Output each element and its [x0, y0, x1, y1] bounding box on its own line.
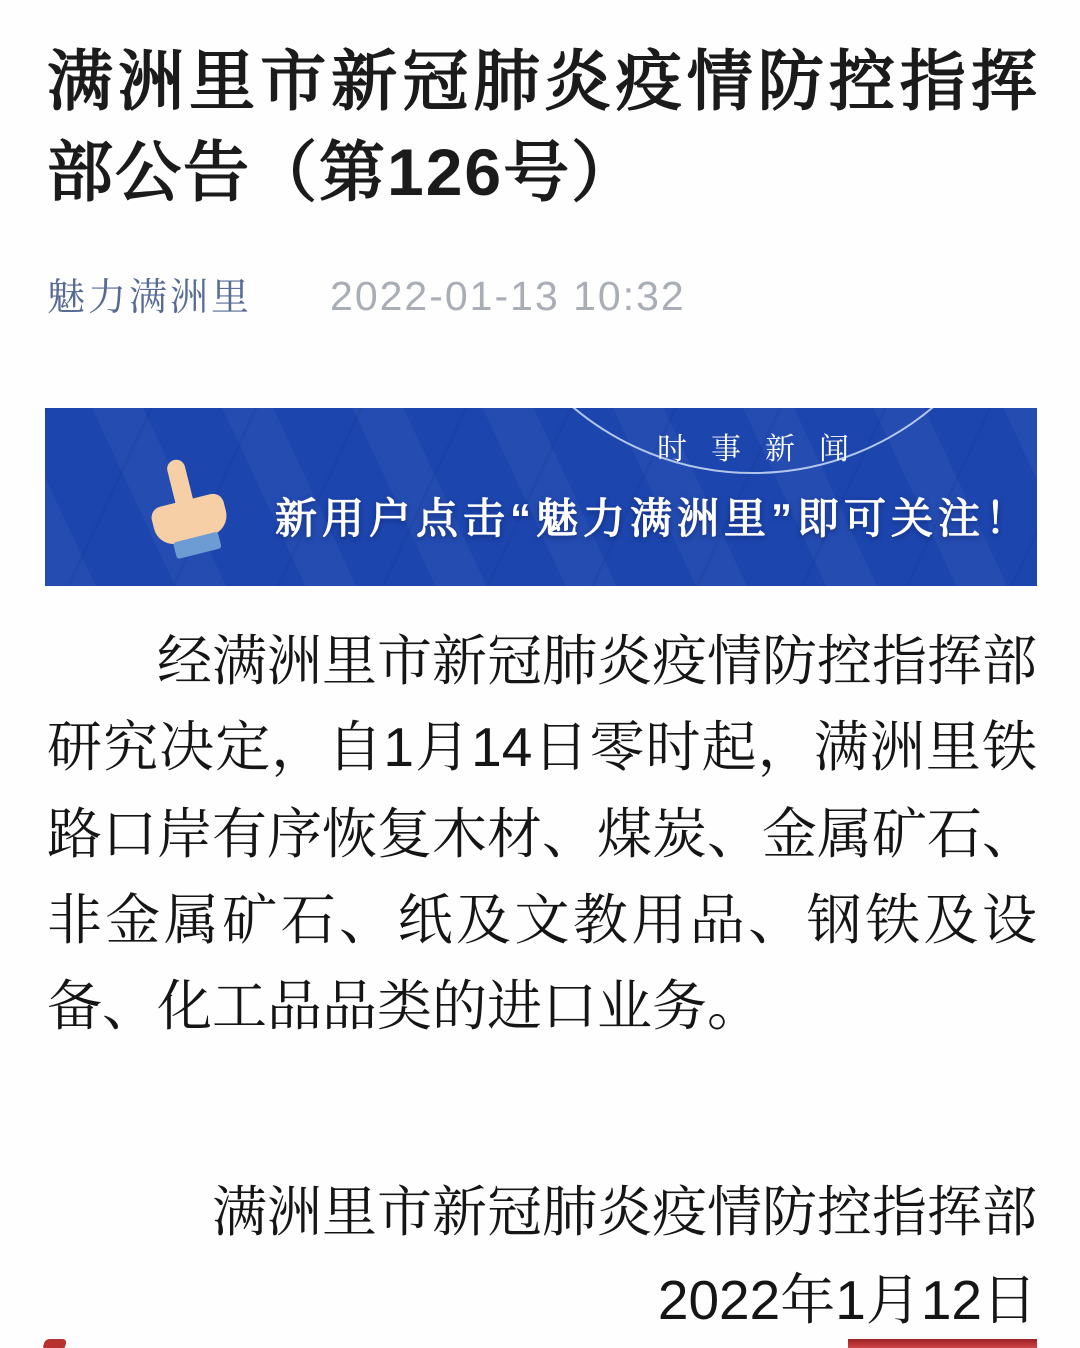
bottom-banner-fragment-left — [43, 1339, 68, 1348]
banner-category-badge: 时事新闻 — [657, 433, 873, 466]
publish-time: 2022-01-13 10:32 — [330, 273, 686, 319]
bottom-banner-fragment-right — [848, 1339, 1037, 1348]
article-meta — [47, 266, 1039, 321]
banner-follow-prompt: 新用户点击“魅力满洲里”即可关注！ — [275, 495, 1033, 542]
account-name-link[interactable]: 魅力满洲里 — [47, 277, 253, 319]
pointing-hand-icon — [141, 454, 237, 566]
announcement-paragraph: 经满洲里市新冠肺炎疫情防控指挥部研究决定，自1月14日零时起，满洲里铁路口岸有序恢复木材、煤炭、金属矿石、非金属矿石、纸及文教用品、钢铁及设备、化工品品类的进口业务。 — [47, 630, 1038, 1038]
follow-banner-image[interactable] — [45, 408, 1037, 586]
article-title: 满洲里市新冠肺炎疫情防控指挥部公告（第126号） — [47, 44, 1039, 210]
signature-date: 2022年1月12日 — [657, 1269, 1037, 1331]
signature-issuer: 满洲里市新冠肺炎疫情防控指挥部 — [211, 1181, 1037, 1243]
signature-block — [47, 1168, 1037, 1344]
